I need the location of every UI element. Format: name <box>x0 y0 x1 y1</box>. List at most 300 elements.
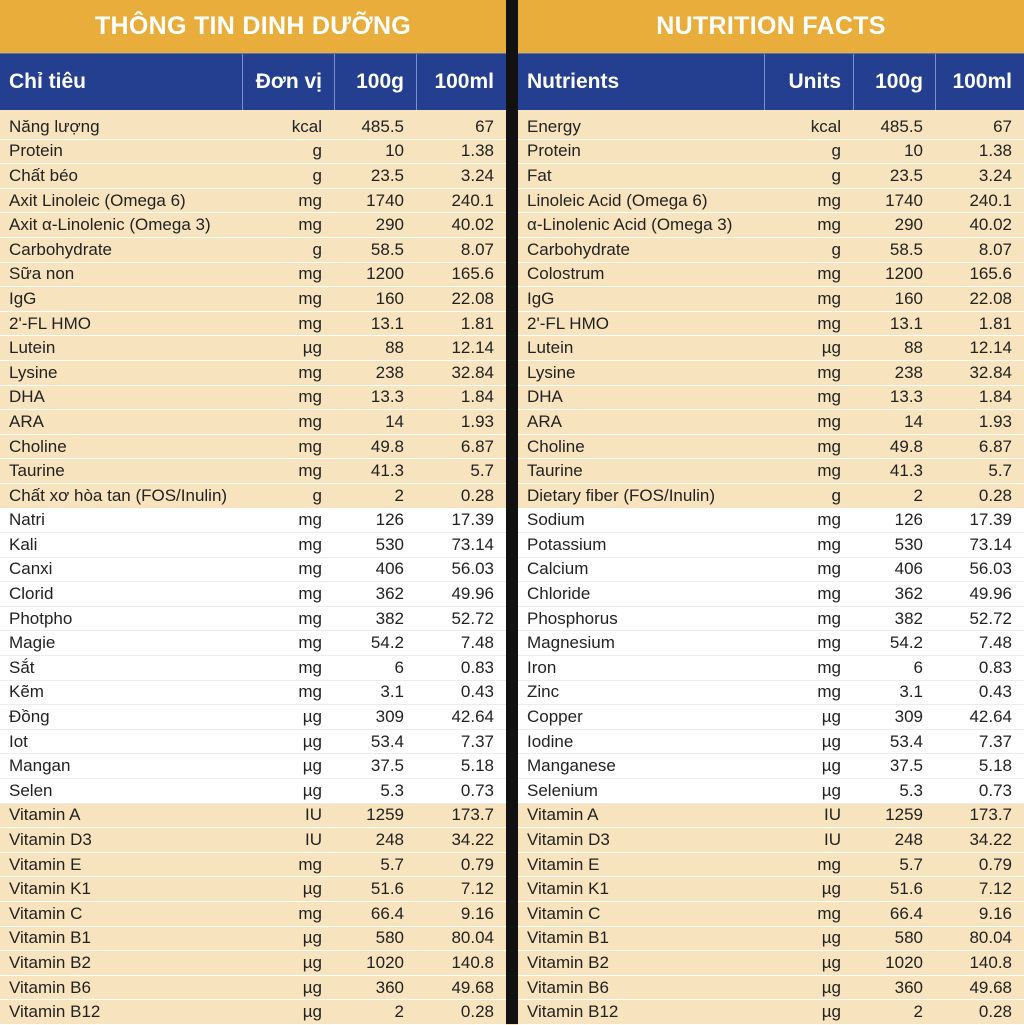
unit-cell: mg <box>817 436 841 456</box>
per-100g-cell: 309 <box>375 707 404 727</box>
per-100ml-cell: 7.12 <box>978 879 1012 899</box>
table-row <box>0 435 506 460</box>
table-row <box>518 558 1024 583</box>
table-row <box>518 681 1024 706</box>
table-row <box>518 115 1024 140</box>
table-row <box>0 115 506 140</box>
table-title-en: NUTRITION FACTS <box>518 0 1024 53</box>
per-100g-cell: 160 <box>375 288 404 308</box>
per-100g-cell: 1259 <box>366 805 404 825</box>
per-100ml-cell: 34.22 <box>451 830 494 850</box>
per-100ml-cell: 9.16 <box>978 903 1012 923</box>
nutrient-name-cell: Zinc <box>527 682 560 702</box>
table-row <box>518 410 1024 435</box>
nutrient-name-cell: Sắt <box>9 657 35 677</box>
unit-cell: mg <box>817 682 841 702</box>
vietnamese-nutrition-table <box>0 0 506 1024</box>
header-nutrient-en: Nutrients <box>527 70 620 93</box>
per-100ml-cell: 5.7 <box>988 461 1012 481</box>
nutrient-name-cell: Carbohydrate <box>9 239 113 259</box>
table-row <box>0 287 506 312</box>
table-row <box>518 361 1024 386</box>
unit-cell: kcal <box>291 116 322 136</box>
unit-cell: mg <box>298 633 322 653</box>
nutrient-name-cell: Potassium <box>527 534 607 554</box>
per-100ml-cell: 173.7 <box>451 805 494 825</box>
per-100g-cell: 406 <box>375 559 404 579</box>
per-100g-cell: 41.3 <box>370 461 404 481</box>
unit-cell: µg <box>821 780 841 800</box>
per-100ml-cell: 42.64 <box>969 707 1012 727</box>
unit-cell: mg <box>298 387 322 407</box>
nutrient-name-cell: Kali <box>9 534 38 554</box>
per-100ml-cell: 6.87 <box>460 436 494 456</box>
unit-cell: µg <box>302 952 322 972</box>
table-row <box>518 976 1024 1001</box>
nutrient-name-cell: Axit Linoleic (Omega 6) <box>9 190 186 210</box>
nutrient-name-cell: Manganese <box>527 756 616 776</box>
table-row <box>0 927 506 952</box>
per-100ml-cell: 52.72 <box>451 608 494 628</box>
per-100g-cell: 49.8 <box>889 436 923 456</box>
per-100ml-cell: 1.38 <box>978 141 1012 161</box>
per-100g-cell: 382 <box>894 608 923 628</box>
unit-cell: mg <box>817 264 841 284</box>
per-100ml-cell: 5.18 <box>460 756 494 776</box>
per-100ml-cell: 32.84 <box>451 362 494 382</box>
unit-cell: mg <box>817 633 841 653</box>
nutrient-name-cell: Axit α-Linolenic (Omega 3) <box>9 215 211 235</box>
table-row <box>518 533 1024 558</box>
nutrient-name-cell: Phosphorus <box>527 608 618 628</box>
per-100g-cell: 54.2 <box>889 633 923 653</box>
unit-cell: g <box>312 485 322 505</box>
unit-cell: mg <box>298 215 322 235</box>
per-100ml-cell: 22.08 <box>451 288 494 308</box>
per-100ml-cell: 12.14 <box>969 338 1012 358</box>
unit-cell: mg <box>817 608 841 628</box>
nutrient-name-cell: Calcium <box>527 559 589 579</box>
table-row <box>0 533 506 558</box>
header-unit-vi: Đơn vị <box>242 54 334 110</box>
unit-cell: IU <box>824 805 841 825</box>
nutrient-name-cell: Taurine <box>9 461 65 481</box>
per-100ml-cell: 0.28 <box>978 1002 1012 1022</box>
header-per-100ml-en: 100ml <box>935 54 1024 110</box>
nutrient-name-cell: Vitamin B6 <box>527 977 609 997</box>
per-100ml-cell: 17.39 <box>451 510 494 530</box>
per-100ml-cell: 140.8 <box>969 952 1012 972</box>
unit-cell: mg <box>817 215 841 235</box>
per-100ml-cell: 1.84 <box>978 387 1012 407</box>
nutrient-name-cell: Vitamin B2 <box>527 952 609 972</box>
per-100ml-cell: 8.07 <box>460 239 494 259</box>
table-row <box>0 582 506 607</box>
per-100ml-cell: 7.48 <box>460 633 494 653</box>
per-100g-cell: 5.3 <box>899 780 923 800</box>
per-100g-cell: 530 <box>894 534 923 554</box>
nutrient-name-cell: IgG <box>9 288 37 308</box>
per-100ml-cell: 0.73 <box>460 780 494 800</box>
nutrient-name-cell: Vitamin C <box>527 903 601 923</box>
per-100g-cell: 160 <box>894 288 923 308</box>
per-100ml-cell: 40.02 <box>451 215 494 235</box>
table-row <box>0 631 506 656</box>
per-100g-cell: 51.6 <box>889 879 923 899</box>
table-row <box>0 877 506 902</box>
nutrient-name-cell: Vitamin B1 <box>9 928 91 948</box>
per-100g-cell: 2 <box>394 485 404 505</box>
nutrient-name-cell: Magie <box>9 633 56 653</box>
nutrient-name-cell: Dietary fiber (FOS/Inulin) <box>527 485 715 505</box>
table-row <box>518 582 1024 607</box>
nutrient-name-cell: Taurine <box>527 461 583 481</box>
unit-cell: mg <box>298 190 322 210</box>
unit-cell: mg <box>298 559 322 579</box>
per-100g-cell: 248 <box>894 830 923 850</box>
nutrient-name-cell: DHA <box>9 387 45 407</box>
per-100ml-cell: 67 <box>993 116 1012 136</box>
table-row <box>0 1000 506 1025</box>
per-100g-cell: 1740 <box>885 190 923 210</box>
table-row <box>0 484 506 509</box>
english-nutrition-table <box>518 0 1024 1024</box>
per-100g-cell: 49.8 <box>370 436 404 456</box>
nutrient-name-cell: Lysine <box>527 362 576 382</box>
per-100g-cell: 23.5 <box>889 165 923 185</box>
unit-cell: µg <box>821 1002 841 1022</box>
per-100ml-cell: 0.43 <box>978 682 1012 702</box>
per-100g-cell: 53.4 <box>370 731 404 751</box>
per-100g-cell: 13.1 <box>370 313 404 333</box>
nutrient-name-cell: Protein <box>9 141 63 161</box>
per-100ml-cell: 240.1 <box>969 190 1012 210</box>
per-100g-cell: 3.1 <box>380 682 404 702</box>
table-row <box>518 705 1024 730</box>
per-100ml-cell: 5.18 <box>978 756 1012 776</box>
per-100ml-cell: 140.8 <box>451 952 494 972</box>
per-100ml-cell: 165.6 <box>969 264 1012 284</box>
nutrient-name-cell: Selen <box>9 780 53 800</box>
per-100ml-cell: 0.28 <box>460 485 494 505</box>
nutrient-name-cell: Lysine <box>9 362 58 382</box>
table-row <box>0 607 506 632</box>
unit-cell: µg <box>821 731 841 751</box>
per-100ml-cell: 49.96 <box>451 584 494 604</box>
nutrient-name-cell: Vitamin D3 <box>527 830 610 850</box>
nutrient-name-cell: Vitamin C <box>9 903 83 923</box>
table-row <box>0 656 506 681</box>
table-row <box>518 656 1024 681</box>
table-row <box>518 509 1024 534</box>
nutrient-name-cell: Vitamin K1 <box>527 879 609 899</box>
unit-cell: µg <box>302 707 322 727</box>
per-100g-cell: 126 <box>894 510 923 530</box>
per-100ml-cell: 12.14 <box>451 338 494 358</box>
per-100g-cell: 66.4 <box>889 903 923 923</box>
unit-cell: µg <box>821 977 841 997</box>
nutrient-name-cell: Vitamin D3 <box>9 830 92 850</box>
per-100g-cell: 14 <box>385 411 404 431</box>
per-100g-cell: 382 <box>375 608 404 628</box>
unit-cell: µg <box>302 780 322 800</box>
per-100g-cell: 6 <box>394 657 404 677</box>
per-100ml-cell: 80.04 <box>451 928 494 948</box>
per-100g-cell: 362 <box>375 584 404 604</box>
nutrient-name-cell: Sodium <box>527 510 585 530</box>
per-100g-cell: 88 <box>904 338 923 358</box>
header-per-100g-en: 100g <box>853 54 935 110</box>
nutrient-name-cell: Fat <box>527 165 552 185</box>
table-row <box>518 238 1024 263</box>
nutrient-name-cell: IgG <box>527 288 555 308</box>
per-100ml-cell: 49.68 <box>451 977 494 997</box>
per-100g-cell: 1740 <box>366 190 404 210</box>
per-100g-cell: 66.4 <box>370 903 404 923</box>
unit-cell: mg <box>817 288 841 308</box>
per-100ml-cell: 1.81 <box>978 313 1012 333</box>
unit-cell: µg <box>821 707 841 727</box>
table-row <box>0 681 506 706</box>
per-100g-cell: 37.5 <box>370 756 404 776</box>
per-100g-cell: 238 <box>375 362 404 382</box>
per-100ml-cell: 6.87 <box>978 436 1012 456</box>
unit-cell: mg <box>298 436 322 456</box>
per-100ml-cell: 0.83 <box>460 657 494 677</box>
unit-cell: mg <box>298 362 322 382</box>
unit-cell: µg <box>821 338 841 358</box>
per-100ml-cell: 3.24 <box>978 165 1012 185</box>
per-100g-cell: 309 <box>894 707 923 727</box>
table-row <box>0 509 506 534</box>
unit-cell: mg <box>298 657 322 677</box>
table-row <box>518 927 1024 952</box>
table-row <box>518 877 1024 902</box>
per-100g-cell: 3.1 <box>899 682 923 702</box>
per-100g-cell: 10 <box>904 141 923 161</box>
per-100ml-cell: 7.48 <box>978 633 1012 653</box>
per-100ml-cell: 1.84 <box>460 387 494 407</box>
unit-cell: mg <box>298 288 322 308</box>
per-100ml-cell: 17.39 <box>969 510 1012 530</box>
per-100ml-cell: 73.14 <box>969 534 1012 554</box>
table-row <box>518 213 1024 238</box>
unit-cell: µg <box>821 952 841 972</box>
table-row <box>518 631 1024 656</box>
unit-cell: mg <box>817 387 841 407</box>
per-100g-cell: 2 <box>913 485 923 505</box>
per-100g-cell: 248 <box>375 830 404 850</box>
nutrient-name-cell: Clorid <box>9 584 54 604</box>
nutrient-name-cell: Protein <box>527 141 581 161</box>
nutrient-name-cell: Vitamin E <box>9 854 82 874</box>
unit-cell: mg <box>298 264 322 284</box>
nutrient-name-cell: Iot <box>9 731 28 751</box>
table-row <box>518 164 1024 189</box>
nutrient-name-cell: Iodine <box>527 731 574 751</box>
nutrient-name-cell: Lutein <box>527 338 574 358</box>
per-100g-cell: 1020 <box>885 952 923 972</box>
unit-cell: IU <box>305 805 322 825</box>
table-row <box>0 164 506 189</box>
nutrient-name-cell: Linoleic Acid (Omega 6) <box>527 190 708 210</box>
unit-cell: mg <box>817 510 841 530</box>
per-100g-cell: 23.5 <box>370 165 404 185</box>
unit-cell: µg <box>302 731 322 751</box>
per-100g-cell: 58.5 <box>370 239 404 259</box>
unit-cell: µg <box>821 928 841 948</box>
nutrient-name-cell: Choline <box>9 436 67 456</box>
table-header-vi <box>0 53 506 110</box>
table-row <box>518 336 1024 361</box>
per-100g-cell: 406 <box>894 559 923 579</box>
per-100g-cell: 238 <box>894 362 923 382</box>
nutrient-name-cell: Vitamin B12 <box>527 1002 619 1022</box>
table-header-en <box>518 53 1024 110</box>
unit-cell: g <box>312 141 322 161</box>
per-100g-cell: 126 <box>375 510 404 530</box>
per-100ml-cell: 0.28 <box>978 485 1012 505</box>
per-100g-cell: 360 <box>894 977 923 997</box>
per-100ml-cell: 73.14 <box>451 534 494 554</box>
nutrient-name-cell: Mangan <box>9 756 71 776</box>
table-row <box>0 459 506 484</box>
table-row <box>518 853 1024 878</box>
unit-cell: mg <box>298 608 322 628</box>
per-100g-cell: 88 <box>385 338 404 358</box>
per-100g-cell: 1020 <box>366 952 404 972</box>
per-100ml-cell: 240.1 <box>451 190 494 210</box>
nutrient-name-cell: Chất xơ hòa tan (FOS/Inulin) <box>9 485 228 505</box>
nutrient-name-cell: Kẽm <box>9 682 44 702</box>
unit-cell: g <box>312 239 322 259</box>
table-row <box>0 705 506 730</box>
table-row <box>0 386 506 411</box>
table-row <box>518 902 1024 927</box>
table-row <box>518 804 1024 829</box>
nutrient-name-cell: Vitamin A <box>527 805 599 825</box>
table-row <box>518 607 1024 632</box>
nutrient-name-cell: Natri <box>9 510 45 530</box>
table-row <box>0 361 506 386</box>
unit-cell: mg <box>817 584 841 604</box>
unit-cell: mg <box>817 559 841 579</box>
per-100ml-cell: 56.03 <box>451 559 494 579</box>
per-100ml-cell: 5.7 <box>470 461 494 481</box>
table-body-vi <box>0 115 506 1025</box>
per-100ml-cell: 49.68 <box>969 977 1012 997</box>
nutrient-name-cell: Vitamin B1 <box>527 928 609 948</box>
table-row <box>518 828 1024 853</box>
unit-cell: mg <box>298 584 322 604</box>
per-100ml-cell: 1.93 <box>460 411 494 431</box>
table-row <box>518 484 1024 509</box>
table-row <box>518 435 1024 460</box>
per-100g-cell: 580 <box>894 928 923 948</box>
table-row <box>0 976 506 1001</box>
header-per-100ml-vi: 100ml <box>416 54 506 110</box>
table-row <box>0 410 506 435</box>
nutrient-name-cell: Magnesium <box>527 633 615 653</box>
table-row <box>518 287 1024 312</box>
per-100g-cell: 13.3 <box>370 387 404 407</box>
table-row <box>518 779 1024 804</box>
table-row <box>0 828 506 853</box>
nutrient-name-cell: Đồng <box>9 707 50 727</box>
per-100g-cell: 362 <box>894 584 923 604</box>
unit-cell: µg <box>302 756 322 776</box>
unit-cell: g <box>831 485 841 505</box>
nutrient-name-cell: Canxi <box>9 559 53 579</box>
unit-cell: g <box>831 141 841 161</box>
per-100g-cell: 5.3 <box>380 780 404 800</box>
unit-cell: µg <box>302 1002 322 1022</box>
unit-cell: mg <box>817 313 841 333</box>
header-unit-en: Units <box>764 54 853 110</box>
per-100ml-cell: 49.96 <box>969 584 1012 604</box>
nutrient-name-cell: Photpho <box>9 608 73 628</box>
per-100ml-cell: 0.83 <box>978 657 1012 677</box>
unit-cell: g <box>831 239 841 259</box>
per-100g-cell: 530 <box>375 534 404 554</box>
table-row <box>0 754 506 779</box>
unit-cell: mg <box>298 854 322 874</box>
per-100ml-cell: 7.37 <box>978 731 1012 751</box>
unit-cell: mg <box>298 461 322 481</box>
per-100g-cell: 13.3 <box>889 387 923 407</box>
table-row <box>0 558 506 583</box>
nutrient-name-cell: α-Linolenic Acid (Omega 3) <box>527 215 733 235</box>
unit-cell: IU <box>824 830 841 850</box>
per-100ml-cell: 52.72 <box>969 608 1012 628</box>
nutrient-name-cell: Chloride <box>527 584 591 604</box>
per-100ml-cell: 1.93 <box>978 411 1012 431</box>
per-100g-cell: 10 <box>385 141 404 161</box>
table-row <box>518 459 1024 484</box>
table-row <box>518 1000 1024 1025</box>
per-100g-cell: 290 <box>894 215 923 235</box>
table-row <box>0 804 506 829</box>
unit-cell: mg <box>817 362 841 382</box>
nutrient-name-cell: Vitamin B6 <box>9 977 91 997</box>
table-body-en <box>518 115 1024 1025</box>
table-row <box>518 189 1024 214</box>
table-row <box>518 140 1024 165</box>
unit-cell: mg <box>298 682 322 702</box>
table-row <box>0 213 506 238</box>
nutrient-name-cell: Sữa non <box>9 264 75 284</box>
table-row <box>0 312 506 337</box>
per-100g-cell: 51.6 <box>370 879 404 899</box>
per-100ml-cell: 165.6 <box>451 264 494 284</box>
per-100g-cell: 485.5 <box>880 116 923 136</box>
per-100g-cell: 41.3 <box>889 461 923 481</box>
unit-cell: mg <box>298 534 322 554</box>
per-100g-cell: 2 <box>394 1002 404 1022</box>
per-100g-cell: 5.7 <box>899 854 923 874</box>
unit-cell: mg <box>298 510 322 530</box>
table-row <box>518 951 1024 976</box>
panel-divider <box>506 0 518 1024</box>
nutrient-name-cell: Lutein <box>9 338 56 358</box>
per-100ml-cell: 0.28 <box>460 1002 494 1022</box>
table-row <box>518 312 1024 337</box>
per-100g-cell: 53.4 <box>889 731 923 751</box>
nutrient-name-cell: Chất béo <box>9 165 78 185</box>
unit-cell: kcal <box>810 116 841 136</box>
nutrient-name-cell: Copper <box>527 707 583 727</box>
per-100g-cell: 1200 <box>366 264 404 284</box>
